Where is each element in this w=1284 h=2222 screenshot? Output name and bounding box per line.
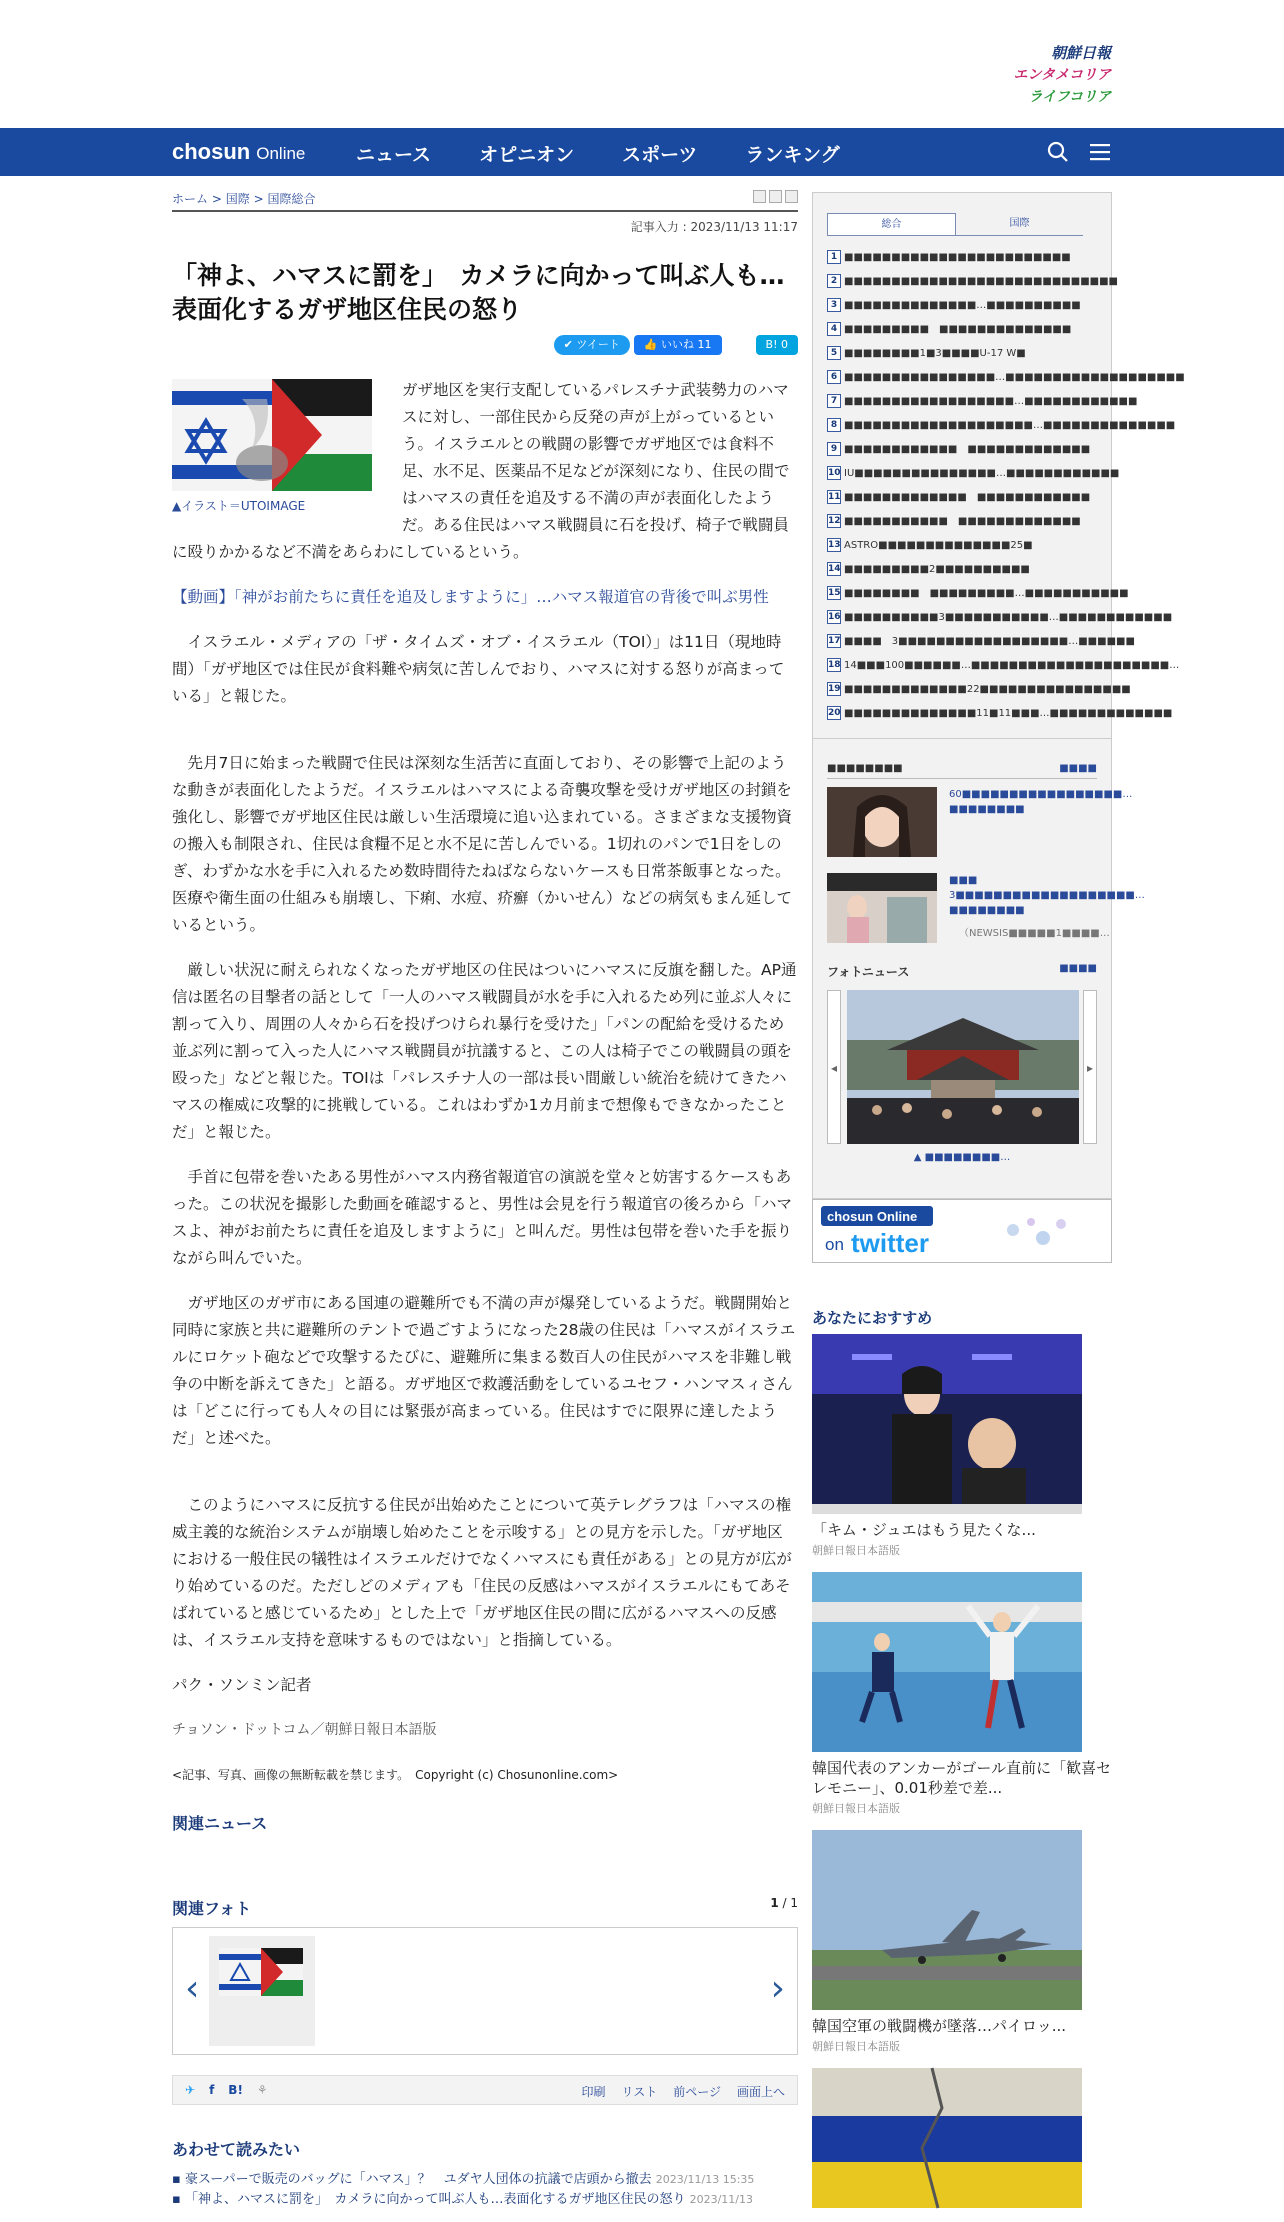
recommend-item-title: 「キム・ジュエはもう見たくな...: [812, 1521, 1036, 1539]
ranking-number: 15: [828, 588, 841, 598]
ranking-box: [812, 192, 1185, 739]
twitter-banner[interactable]: [812, 1199, 1112, 1263]
toolbar-share-icons: [185, 2083, 268, 2097]
ranking-number: 16: [828, 612, 841, 622]
twitter-bird-icon: ✔: [563, 338, 577, 351]
israel-palestine-flags-illustration[interactable]: [172, 379, 372, 491]
nav-icons: [1046, 140, 1112, 164]
list-link[interactable]: リスト: [621, 2085, 658, 2099]
ranking-text: 14■■■100■■■■■■…■■■■■■■■■■■■■■■■■■■■■…: [844, 660, 1180, 671]
article-figure: [172, 379, 372, 520]
paragraph-3: 先月7日に始まった戦闘で住民は深刻な生活苦に直面しており、その影響で上記のような動きが表面化したようだ。イスラエルはハマスによる奇襲攻撃を受けガザ地区の封鎖を強化し、影響でガザ地区住民は厳しい生活環境に追い込まれている。さまざまな支援物資の搬入も制限され、住民は食糧不足と水不足に苦しんでいる。1切れのパンで1日をしのぎ、わずかな水を手に入れるため数時間待たねばならないケースも日常茶飯事となった。医療や衛生面の仕組みも崩壊し、下痢、水痘、疥癬（かいせん）などの病気もまん延しているという。: [172, 754, 793, 934]
related-photo-thumb[interactable]: [209, 1936, 315, 2046]
share-buttons: [172, 335, 798, 355]
recommend-thumb: [812, 1830, 1082, 2010]
side-news-item[interactable]: [827, 873, 1145, 951]
breadcrumb-category[interactable]: 国際: [225, 192, 250, 206]
paragraph-2: イスラエル・メディアの「ザ・タイムズ・オブ・イスラエル（TOI）」は11日（現地時間）「ガザ地区では住民が食料難や病気に苦しんでおり、ハマスに対する怒りが高まっている」と報じた。: [172, 633, 785, 705]
related-photo-pagination: [770, 1896, 798, 1910]
ranking-number: 4: [827, 322, 841, 336]
spacer: [827, 1182, 1097, 1198]
side-news-thumb: [827, 873, 937, 943]
recommend-item[interactable]: [812, 1572, 1112, 1816]
recommend-item-partial[interactable]: [812, 2068, 1112, 2208]
side-news-header: [827, 763, 1097, 779]
like-label: いいね 11: [661, 338, 712, 351]
logo-sub-text: Online: [256, 144, 306, 163]
hatena-bookmark-button[interactable]: B! 0: [756, 335, 798, 355]
ranking-number: 12: [828, 516, 841, 526]
ranking-item[interactable]: [827, 246, 1089, 270]
paragraph-1: ガザ地区を実行支配しているパレスチナ武装勢力のハマスに対し、一部住民から反発の声が上がっているという。イスラエルとの戦闘の影響でガザ地区では食料不足、水不足、医薬品不足などが深刻になり、住民の間ではハマスの責任を追及する不満の声が表面化したようだ。ある住民はハマス戦闘員に石を投げ、椅子で戦闘員に殴りかかるなど不満をあらわにしているという。: [172, 381, 790, 561]
ranking-text: ASTRO■■■■■■■■■■■■■■25■: [844, 540, 1033, 551]
tab-overall[interactable]: 総合: [827, 213, 956, 235]
ranking-text: ■■■■■■■■■■■■■■■■■■■■■■■■: [844, 252, 1071, 263]
ranking-number: 14: [828, 564, 841, 574]
ranking-item[interactable]: [827, 462, 1120, 486]
related-photo-carousel: [172, 1927, 798, 2055]
ranking-number: 1: [827, 250, 841, 264]
svg-text:twitter: twitter: [851, 1228, 929, 1258]
ranking-item[interactable]: [827, 414, 1176, 438]
photo-news-title: フォトニュース: [827, 965, 910, 979]
toolbar-links: [581, 2083, 785, 2100]
ranking-text: ■■■■■■■■ ■■■■■■■■■…■■■■■■■■■■■: [844, 588, 1129, 599]
also-read-list: [172, 2170, 798, 2210]
ranking-text: ■■■■■■■■■■■■■■■■■■■■…■■■■■■■■■■■■■■: [844, 420, 1176, 431]
print-link[interactable]: 印刷: [581, 2085, 606, 2099]
logo-main-text: chosun: [172, 139, 251, 164]
svg-text:on: on: [825, 1235, 844, 1254]
carousel-next-icon[interactable]: ▸: [1083, 990, 1097, 1144]
ranking-text: ■■■■■■■■■■■■■22■■■■■■■■■■■■■■■■: [844, 684, 1131, 695]
side-news-text: ■■■ 3■■■■■■■■■■■■■■■■■■■…■■■■■■■■: [949, 875, 1145, 916]
ranking-number: 7: [827, 394, 841, 408]
copyright-notice: <記事、写真、画像の無断転載を禁じます。 Copyright (c) Chosunonline.com>: [172, 1768, 619, 1782]
ranking-list: [827, 246, 1185, 726]
paragraph-7: このようにハマスに反抗する住民が出始めたことについて英テレグラフは「ハマスの権威主義的な統治システムが崩壊し始めたことを示唆する」との見方を示した。「ガザ地区における一般住民の犠牲はイスラエルだけでなくハマスにも責任がある」との見方が広がり始めているのだ。ただしどのメディアも「住民の反感はハマスがイスラエルにもてあそばれていると感じているため」とした上で「ガザ地区住民の間に広がるハマスへの反感は、イスラエル支持を意味するものではない」と指摘している。: [172, 1496, 792, 1649]
side-news-box: [812, 739, 1145, 1199]
chevron-left-icon[interactable]: ‹: [185, 1968, 200, 2009]
related-photo-title: 関連フォト: [172, 1899, 252, 1918]
search-icon[interactable]: [1046, 140, 1070, 164]
ranking-text: ■■■■■■■■■ ■■■■■■■■■■■■■■: [844, 324, 1072, 335]
ranking-item[interactable]: [827, 510, 1089, 534]
ranking-item[interactable]: [827, 294, 1089, 318]
entame-korea-link[interactable]: エンタメコリア: [1013, 67, 1111, 83]
ranking-item[interactable]: [827, 390, 1138, 414]
ranking-text: ■■■■■■■■■■■■■■■■…■■■■■■■■■■■■■■■■■■■: [844, 372, 1185, 383]
recommend-item-source: 朝鮮日報日本語版: [812, 1802, 900, 1815]
twitter-banner-logo: [813, 1200, 1081, 1262]
share-icon[interactable]: ⚘: [256, 2083, 268, 2097]
recommend-thumb: [812, 1572, 1082, 1752]
page-total: / 1: [782, 1896, 798, 1910]
ranking-text: ■■■■■■■■■■■■■ ■■■■■■■■■■■■: [844, 492, 1091, 503]
figure-caption: ▲イラスト＝UTOIMAGE: [172, 499, 306, 513]
side-news-title: ■■■■■■■■: [827, 763, 903, 774]
svg-text:chosun Online: chosun Online: [827, 1209, 918, 1224]
ranking-item[interactable]: [827, 678, 1131, 702]
ranking-item[interactable]: [827, 654, 1180, 678]
ranking-text: ■■■■■■■■■■■■■■■■■■■■■■■■■■■■■: [844, 276, 1118, 287]
ranking-number: 9: [827, 442, 841, 456]
photo-news: [827, 963, 1097, 1182]
like-button[interactable]: [634, 335, 722, 355]
paragraph-4: 厳しい状況に耐えられなくなったガザ地区の住民はついにハマスに反旗を翻した。AP通信は匿名の目撃者の話として「一人のハマス戦闘員が水を手に入れるため列に並ぶ人々に割って入り、周囲の人々から石を投げつけられ暴行を受けた」「パンの配給を受けるため並ぶ列に割って入った人にハマス戦闘員が抗議すると、この人は椅子でこの戦闘員の頭を殴った」などと報じた。TOIは「パレスチナ人の一部は長い間厳しい統治を続けてきたハマスの権威に攻撃的に挑戦している。これはわずか1カ月前まで想像もできなかったことだ」と報じた。: [172, 961, 797, 1141]
ranking-text: IU■■■■■■■■■■■■■■■…■■■■■■■■■■■■: [844, 468, 1120, 479]
ranking-text: ■■■■■■■■■■■■■■■■■■…■■■■■■■■■■■■: [844, 396, 1138, 407]
breadcrumb-subcategory[interactable]: 国際総合: [267, 192, 316, 206]
ranking-number: 3: [827, 298, 841, 312]
ranking-text: ■■■■■■■■■■■■■■…■■■■■■■■■■: [844, 300, 1081, 311]
hatena-icon[interactable]: B!: [228, 2083, 243, 2097]
also-read-item-text: 「神よ、ハマスに罰を」 カメラに向かって叫ぶ人も…表面化するガザ地区住民の怒り: [184, 2192, 686, 2207]
recommend-item[interactable]: [812, 1830, 1112, 2054]
menu-opinion[interactable]: オピニオン: [479, 144, 575, 166]
ranking-item[interactable]: [827, 534, 1089, 558]
page-top-link[interactable]: 画面上へ: [736, 2085, 785, 2099]
ranking-item[interactable]: [827, 438, 1089, 462]
byline: パク・ソンミン記者: [172, 1676, 312, 1694]
recommend-item[interactable]: [812, 1334, 1112, 1558]
side-news-subtext: （NEWSIS■■■■■1■■■■…: [959, 928, 1110, 939]
font-large-icon[interactable]: [769, 190, 782, 203]
ranking-item[interactable]: [827, 366, 1185, 390]
ranking-item[interactable]: [827, 606, 1173, 630]
menu-sports[interactable]: スポーツ: [622, 144, 698, 166]
photo-news-more-link[interactable]: ■■■■: [1059, 963, 1097, 974]
ranking-text: ■■■■ 3■■■■■■■■■■■■■■■■■■…■■■■■■: [844, 636, 1135, 647]
publish-date: 記事入力 : 2023/11/13 11:17: [630, 220, 798, 234]
ranking-text: ■■■■■■■■■■■ ■■■■■■■■■■■■■: [844, 516, 1081, 527]
font-size-tools: [753, 190, 798, 203]
ranking-item[interactable]: [827, 318, 1089, 342]
side-news-item[interactable]: [827, 787, 1133, 865]
ranking-number: 6: [827, 370, 841, 384]
print-icon[interactable]: [785, 190, 798, 203]
ranking-number: 20: [828, 708, 841, 718]
ranking-item[interactable]: [827, 630, 1135, 654]
recommend-item-source: 朝鮮日報日本語版: [812, 2040, 900, 2053]
also-read-section: [172, 2137, 798, 2210]
main-nav-bar: [0, 128, 1284, 176]
ranking-number: 13: [828, 540, 841, 550]
hamburger-menu-icon[interactable]: [1088, 140, 1112, 164]
sidebar: [812, 192, 1185, 2222]
chevron-right-icon[interactable]: ›: [770, 1968, 785, 2009]
photo-news-carousel: [827, 990, 1097, 1148]
breadcrumb: [172, 176, 798, 212]
ranking-text: ■■■■■■■■■■■■■■11■11■■■…■■■■■■■■■■■■■: [844, 708, 1173, 719]
ranking-number: 19: [828, 684, 841, 694]
ranking-number: 11: [828, 492, 841, 502]
ranking-number: 10: [828, 468, 841, 478]
tweet-label: ツイート: [576, 338, 620, 351]
chosun-ilbo-link[interactable]: 朝鮮日報: [1050, 44, 1111, 62]
recommend-thumb: [812, 2068, 1082, 2208]
recommend-thumb: [812, 1334, 1082, 1514]
photo-news-caption[interactable]: ▲ ■■■■■■■■…: [913, 1152, 1011, 1163]
tab-international[interactable]: 国際: [1009, 218, 1030, 229]
ranking-number: 8: [827, 418, 841, 432]
ranking-item[interactable]: [827, 486, 1089, 510]
also-read-title: あわせて読みたい: [172, 2140, 301, 2159]
ranking-item[interactable]: [827, 702, 1173, 726]
breadcrumb-sep: >: [211, 192, 222, 206]
also-read-item-text: 豪スーパーで販売のバッグに「ハマス」？ ユダヤ人団体の抗議で店頭から撤去: [184, 2172, 652, 2187]
life-korea-link[interactable]: ライフコリア: [1028, 89, 1111, 105]
ranking-number: 2: [827, 274, 841, 288]
article-title: 「神よ、ハマスに罰を」 カメラに向かって叫ぶ人も…表面化するガザ地区住民の怒り: [172, 261, 785, 324]
carousel-prev-icon[interactable]: ◂: [827, 990, 841, 1144]
related-photo-section: [172, 1896, 798, 2055]
ranking-number: 18: [828, 660, 841, 670]
thumbs-up-icon: 👍: [643, 338, 662, 351]
also-read-item[interactable]: ▪ 豪スーパーで販売のバッグに「ハマス」？ ユダヤ人団体の抗議で店頭から撤去 2023/11/13 15:35: [172, 2172, 755, 2187]
brand-links: [1014, 42, 1111, 108]
ranking-tabs: [827, 213, 1083, 236]
breadcrumb-sep: >: [253, 192, 264, 206]
recommend-section: [812, 1307, 1112, 2208]
recommend-item-source: 朝鮮日報日本語版: [812, 1544, 900, 1557]
ranking-number: 17: [828, 636, 841, 646]
menu-news[interactable]: ニュース: [356, 144, 432, 166]
ranking-item[interactable]: [827, 558, 1089, 582]
site-logo[interactable]: [172, 139, 305, 165]
prev-page-link[interactable]: 前ページ: [673, 2085, 721, 2099]
paragraph-6: ガザ地区のガザ市にある国連の避難所でも不満の声が爆発しているようだ。戦闘開始と同時に家族と共に避難所のテントで過ごすようになった28歳の住民は「ハマスがイスラエルにロケット砲などで攻撃するたびに、避難所に集まる数百人の住民がハマスを非難し戦争の中断を訴えてきた」と語る。ガザ地区で救護活動をしているユセフ・ハンマスィさんは「どこに行っても人々の目には緊張が高まっている。住民はすでに限界に達したようだ」と述べた。: [172, 1294, 796, 1447]
side-news-thumb: [827, 787, 937, 857]
paragraph-5: 手首に包帯を巻いたある男性がハマス内務省報道官の演説を堂々と妨害するケースもあった。この状況を撮影した動画を確認すると、男性は会見を行う報道官の後ろから「ハマスよ、神がお前たちに責任を追及しますように」と叫んだ。男性は包帯を巻いた手を振りながら叫んでいた。: [172, 1168, 793, 1267]
source-credit: チョソン・ドットコム／朝鮮日報日本語版: [172, 1722, 437, 1738]
ranking-number: 5: [827, 346, 841, 360]
facebook-icon[interactable]: f: [209, 2083, 215, 2097]
menu-ranking[interactable]: ランキング: [745, 144, 840, 166]
related-news-title: 関連ニュース: [172, 1814, 268, 1833]
also-read-item[interactable]: ▪ 「神よ、ハマスに罰を」 カメラに向かって叫ぶ人も…表面化するガザ地区住民の怒り 2023/11/13: [172, 2192, 754, 2207]
top-banner-area: [0, 0, 1284, 128]
page-current: 1: [770, 1896, 779, 1910]
recommend-title: あなたにおすすめ: [812, 1309, 933, 1327]
video-link[interactable]: 【動画】「神がお前たちに責任を追及しますように」…ハマス報道官の背後で叫ぶ男性: [172, 588, 769, 606]
recommend-item-title: 韓国空軍の戦闘機が墜落…パイロッ...: [812, 2017, 1067, 2035]
also-read-item-date: 2023/11/13 15:35: [655, 2173, 755, 2186]
ranking-text: ■■■■■■■■■2■■■■■■■■■■: [844, 564, 1030, 575]
ranking-text: ■■■■■■■■1■3■■■■U-17 W■: [844, 348, 1026, 359]
tweet-button[interactable]: [554, 335, 630, 355]
article-toolbar: [172, 2075, 798, 2105]
ranking-item[interactable]: [827, 270, 1118, 294]
recommend-item-title: 韓国代表のアンカーがゴール直前に「歓喜セレモニー」、0.01秒差で差...: [812, 1759, 1112, 1797]
main-menu: [356, 140, 840, 167]
also-read-item-date: 2023/11/13: [689, 2193, 754, 2206]
ranking-text: ■■■■■■■■■■3■■■■■■■■■■■…■■■■■■■■■■■■: [844, 612, 1173, 623]
ranking-item[interactable]: [827, 582, 1129, 606]
photo-news-header: [827, 963, 1097, 984]
side-news-more-link[interactable]: ■■■■: [1059, 763, 1097, 774]
ranking-item[interactable]: [827, 342, 1089, 366]
ranking-text: ■■■■■■■■■■■■ ■■■■■■■■■■■■■: [844, 444, 1091, 455]
article-body: [172, 377, 798, 1789]
article-column: [172, 176, 798, 2210]
font-small-icon[interactable]: [753, 190, 766, 203]
breadcrumb-home[interactable]: ホーム: [172, 192, 209, 206]
twitter-icon[interactable]: ✈: [185, 2083, 196, 2097]
side-news-text: 60■■■■■■■■■■■■■■■■■…■■■■■■■■: [949, 789, 1133, 815]
photo-news-image[interactable]: [847, 990, 1079, 1144]
